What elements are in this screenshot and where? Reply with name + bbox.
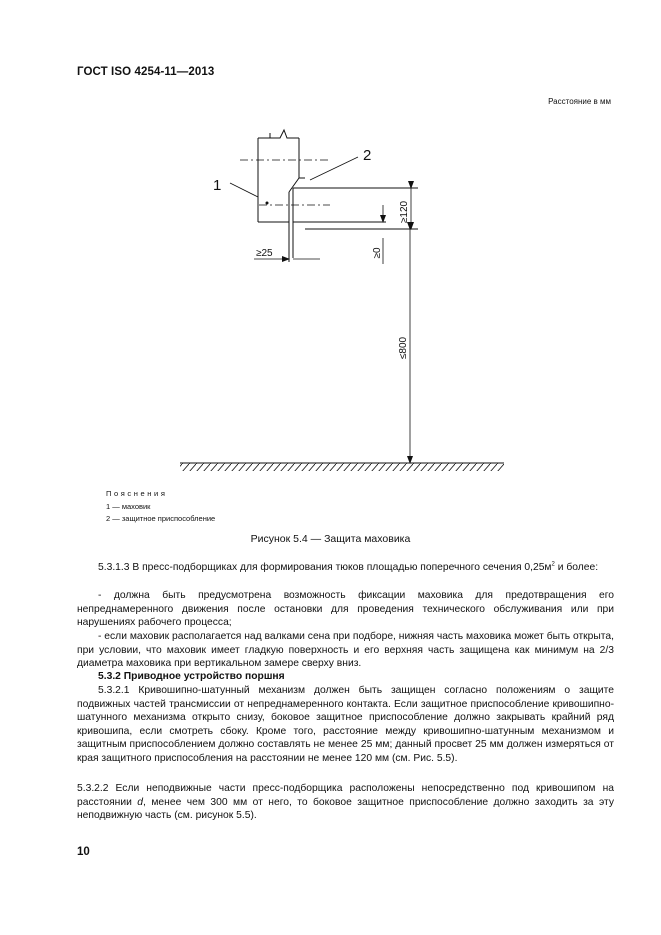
dimension-25: ≥25 (256, 248, 273, 259)
legend-title: Пояснения (106, 489, 168, 498)
p1-text-end: и более: (554, 562, 599, 573)
paragraph-5-3-1-3 (77, 561, 614, 575)
dimension-0: ≥0 (372, 247, 383, 259)
legend-item-2: 2 — защитное приспособление (106, 514, 216, 523)
p5-text: 5.3.2.2 Если неподвижные части пресс-подборщика расположены непосредственно под кривошипом на расстоянии (77, 783, 614, 808)
figure-legend (106, 488, 215, 526)
paragraph-dash-1: - должна быть предусмотрена возможность фиксации маховика для предотвращения его непреднамеренного движения после остановки для проведения технического обслуживания или при нарушениях рабочего процесса; (77, 590, 614, 629)
units-note: Расстояние в мм (548, 97, 611, 106)
p1-superscript: 2 (551, 561, 555, 568)
section-heading-5-3-2: 5.3.2 Приводное устройство поршня (98, 671, 285, 682)
paragraph-dash-2: - если маховик располагается над валками сена при подборе, нижняя часть маховика может быть открыта, при условии, что маховик имеет гладкую поверхность и его верхняя часть защищена как минимум на 2/3 диаметра маховика при вертикальном замере сверху вниз. (77, 631, 614, 670)
dimension-800: ≤800 (398, 336, 409, 360)
page-number: 10 (77, 846, 90, 858)
paragraph-5-3-2-2 (77, 782, 614, 823)
callout-1: 1 (213, 177, 222, 194)
p1-text: 5.3.1.3 В пресс-подборщиках для формирования тюков площадью поперечного сечения 0,25м (98, 562, 552, 573)
legend-item-1: 1 — маховик (106, 501, 151, 511)
p5-italic-d: d (137, 796, 144, 808)
paragraph-5-3-2-1: 5.3.2.1 Кривошипно-шатунный механизм должен быть защищен согласно положениям о защите подвижных частей трансмиссии от непреднамеренного контакта. Если защитное приспособление кривошипно-шатунного механизма открыто снизу, боковое защитное приспособление должно закрывать крайний ряд кривошипа, если смотреть сбоку. Кроме того, расстояние между кривошипно-шатунным механизмом и защитным приспособлением должно составлять не менее 25 мм; данный просвет 25 мм должен измеряться от края защитного приспособления на расстоянии не менее 120 мм (см. Рис. 5.5). (77, 685, 614, 764)
ground-hatch (180, 463, 504, 471)
dimension-120: ≥120 (399, 200, 410, 224)
figure-caption: Рисунок 5.4 — Защита маховика (250, 533, 411, 545)
p5-text-end: , менее чем 300 мм от него, то боковое защитное приспособление должно заходить за эту неподвижную часть (см. рисунок 5.5). (77, 796, 614, 822)
document-header: ГОСТ ISO 4254-11—2013 (77, 66, 215, 78)
callout-2: 2 (363, 147, 372, 164)
